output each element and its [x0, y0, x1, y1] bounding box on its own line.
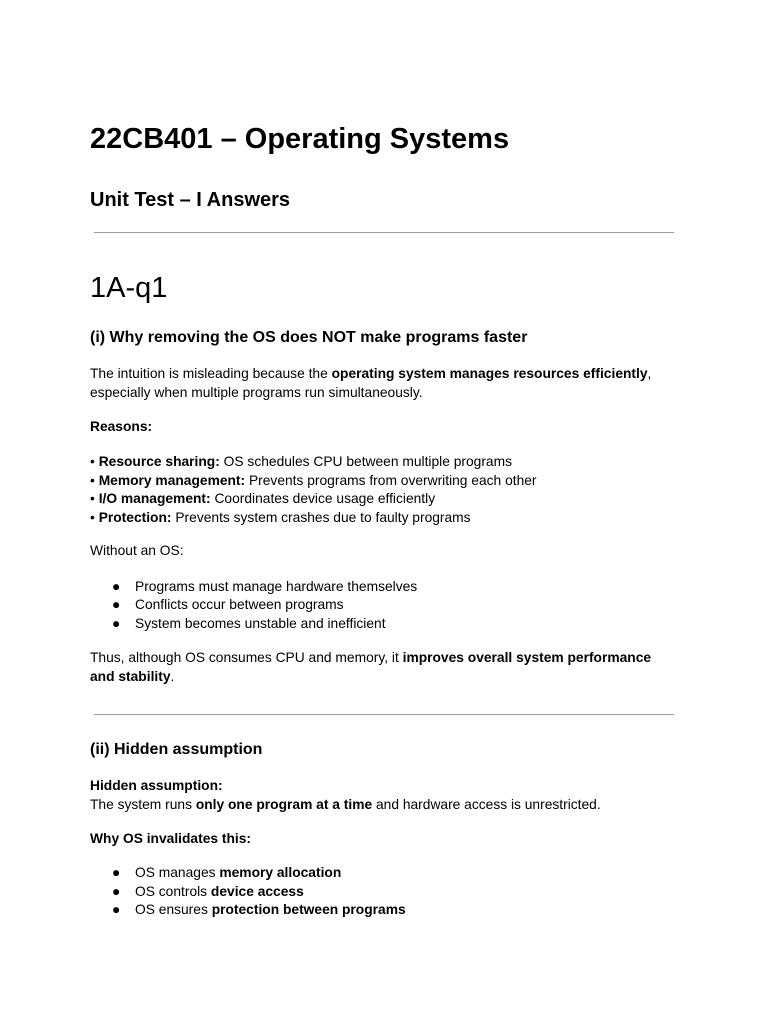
list-item — [112, 864, 406, 883]
assumption-paragraph — [90, 796, 601, 815]
reason-term: Resource sharing: — [98, 454, 220, 469]
bullet-glyph: • — [90, 454, 95, 469]
reason-text: Coordinates device usage efficiently — [210, 491, 436, 506]
bullet-dot-icon: ● — [112, 883, 121, 899]
list-item-bold-text: memory allocation — [219, 865, 342, 880]
reason-text: Prevents programs from overwriting each other — [245, 472, 537, 488]
list-item-text: OS controls — [135, 883, 211, 899]
list-item — [90, 490, 537, 509]
conclusion-text: Thus, although OS consumes CPU and memory, it — [90, 650, 403, 665]
list-item-text: Programs must manage hardware themselves — [135, 578, 418, 594]
reason-term: I/O management: — [98, 491, 211, 506]
conclusion-bold-text: improves overall system performance — [402, 650, 652, 665]
intro-paragraph-line1 — [90, 365, 651, 384]
part-i-heading: (i) Why removing the OS does NOT make programs faster — [90, 329, 528, 346]
reason-term: Memory management: — [98, 472, 246, 488]
intro-text: The intuition is misleading because the — [90, 366, 332, 381]
list-item-text: System becomes unstable and inefficient — [135, 615, 386, 631]
list-item-text: OS ensures — [135, 902, 212, 917]
bullet-dot-icon: ● — [112, 578, 121, 594]
bullet-dot-icon: ● — [112, 615, 121, 631]
list-item — [112, 901, 406, 920]
intro-paragraph-line2: especially when multiple programs run simultaneously. — [90, 384, 423, 400]
conclusion-punct: . — [170, 668, 175, 684]
reason-term: Protection: — [98, 509, 172, 525]
list-item — [90, 509, 537, 528]
intro-punct: , — [647, 366, 652, 381]
intro-bold-text: operating system manages resources efficiently — [331, 366, 648, 381]
bullet-glyph: • — [90, 472, 95, 488]
list-item-text: OS manages — [135, 865, 220, 880]
assumption-bold-text: only one program at a time — [195, 796, 373, 812]
list-item-text: Conflicts occur between programs — [135, 597, 344, 612]
assumption-label: Hidden assumption: — [90, 778, 223, 793]
without-os-label: Without an OS: — [90, 543, 184, 558]
bullet-glyph: • — [90, 491, 95, 506]
horizontal-divider — [94, 714, 674, 715]
without-os-list — [112, 578, 417, 634]
why-label: Why OS invalidates this: — [90, 831, 251, 846]
document-title: 22CB401 – Operating Systems — [90, 123, 510, 155]
horizontal-divider — [94, 232, 674, 233]
reason-text: Prevents system crashes due to faulty programs — [171, 509, 471, 525]
list-item — [112, 615, 417, 634]
reasons-label: Reasons: — [90, 419, 153, 434]
bullet-dot-icon: ● — [112, 597, 121, 612]
document-subtitle: Unit Test – I Answers — [90, 189, 291, 211]
list-item — [112, 578, 417, 597]
bullet-dot-icon: ● — [112, 865, 121, 880]
part-ii-heading: (ii) Hidden assumption — [90, 741, 263, 758]
section-heading: 1A-q1 — [90, 272, 168, 304]
reasons-list — [90, 453, 537, 527]
why-list — [112, 864, 406, 920]
conclusion-bold-text: and stability — [90, 668, 171, 684]
bullet-dot-icon: ● — [112, 902, 121, 917]
assumption-text: The system runs — [90, 796, 196, 812]
list-item-bold-text: device access — [210, 883, 304, 899]
conclusion-line2 — [90, 668, 174, 687]
list-item — [90, 453, 537, 472]
bullet-glyph: • — [90, 509, 95, 525]
list-item — [90, 472, 537, 491]
list-item-bold-text: protection between programs — [211, 902, 406, 917]
list-item — [112, 883, 406, 902]
assumption-text-end: and hardware access is unrestricted. — [372, 796, 601, 812]
list-item — [112, 596, 417, 615]
conclusion-line1 — [90, 649, 651, 668]
reason-text: OS schedules CPU between multiple programs — [219, 454, 512, 469]
